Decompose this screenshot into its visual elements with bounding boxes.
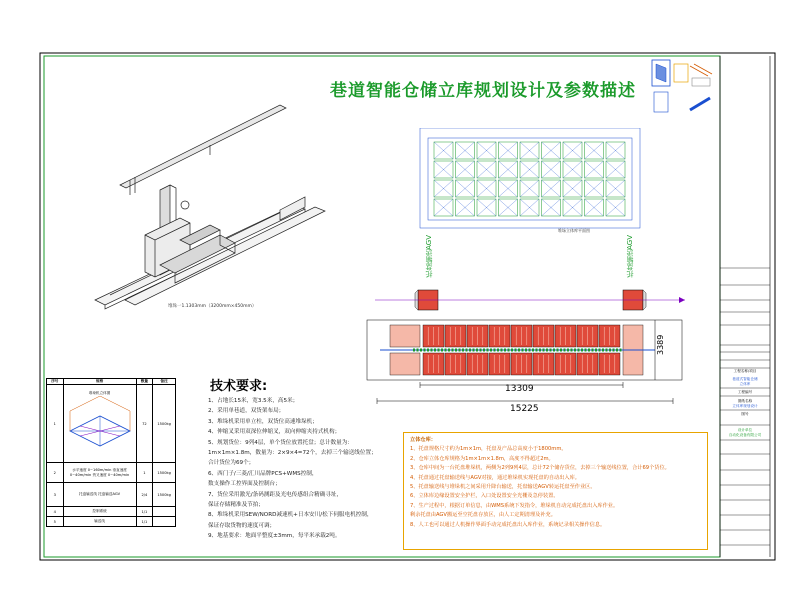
- plan-cell-cross: [477, 180, 496, 197]
- list-item: 剩余托盘由AGV搬运至空托盘存放区，由人工定期清理及补充。: [410, 512, 556, 519]
- list-item: 保证存储精准及节拍；: [208, 502, 264, 509]
- thumbnail-icons: [650, 58, 722, 118]
- small-plan-caption: 堆垛立体库平面图: [558, 228, 590, 233]
- plan-cell-cross: [499, 199, 518, 216]
- row-note: [153, 517, 176, 527]
- row-no: 5: [47, 517, 64, 527]
- plan-cell-cross: [456, 161, 475, 178]
- row-spec: 控制系统: [63, 507, 136, 517]
- main-rack-layout: [355, 285, 700, 415]
- list-item: 1、托盘规格尺寸约为1m×1m，托盘及产品总高度小于1800mm。: [410, 446, 567, 453]
- parts-table-panel: [46, 378, 176, 527]
- dim-inner: 13309: [505, 384, 534, 394]
- plan-cell-cross: [456, 199, 475, 216]
- row-spec: 输送线: [63, 517, 136, 527]
- list-item: 1、占地长15米，宽3.5米，高5米；: [208, 398, 299, 404]
- row-note: 1500kg: [153, 463, 176, 483]
- notes-heading: 立体仓库：: [410, 437, 436, 443]
- list-item: 5、规划货位：9列4层，单个货位放置托盘；总计数量为：: [208, 439, 353, 446]
- dim-total: 15225: [510, 404, 539, 414]
- list-item: 5、托盘输送线与堆垛机之间采用升降台输送，托盘输送AGV转运托盘至作业区。: [410, 484, 596, 491]
- plan-cell-cross: [477, 199, 496, 216]
- stacker-crane-isometric: [90, 95, 340, 320]
- plan-cell-cross: [563, 161, 582, 178]
- table-row: [47, 483, 176, 507]
- list-item: 合计货位为69个；: [208, 460, 255, 467]
- plan-cell-cross: [434, 142, 453, 159]
- row-qty: 1: [136, 463, 153, 483]
- plan-cell-cross: [563, 180, 582, 197]
- row-spec-diagram: [63, 385, 136, 463]
- title-block-cell: 自动化设备有限公司: [728, 433, 762, 437]
- plan-cell-cross: [520, 180, 539, 197]
- rack-row-top: [423, 325, 620, 347]
- plan-cell-cross: [542, 199, 561, 216]
- plan-cell-cross: [456, 142, 475, 159]
- table-row: [47, 517, 176, 527]
- list-item: 9、地基要求：地面平整度±3mm，每平米承载2吨。: [208, 533, 341, 540]
- title-block-cell: 巷道式智能仓储: [732, 377, 758, 381]
- list-item: 6、立体库边缘设置安全护栏，入口处设置安全光栅及急停装置。: [410, 493, 559, 500]
- list-item: 3、仓库中间为一台托盘堆垛机，两侧为2列9列4层，总计72个储存货位，去掉三个输送线位置，合计69个货位。: [410, 465, 670, 472]
- drawing-title: 巷道智能仓储立库规划设计及参数描述: [330, 81, 636, 101]
- table-row: [47, 463, 176, 483]
- plan-cell-cross: [520, 161, 539, 178]
- title-block-cell: 立体库规划设计: [732, 404, 758, 408]
- plan-cell-cross: [563, 199, 582, 216]
- list-item: 7、生产过程中，根据订单信息，由WMS系统下发指令，堆垛机自动完成托盘出入库作业。: [410, 502, 619, 509]
- plan-cell-cross: [542, 142, 561, 159]
- title-block-cell: 图号: [741, 412, 749, 416]
- tech-requirements-list: [208, 396, 393, 542]
- frame-diagram: [65, 396, 135, 456]
- header-qty: 数量: [136, 379, 153, 385]
- row-qty: 2/4: [136, 483, 153, 507]
- rack-row-bottom: [423, 353, 620, 375]
- row-note: 1500kg: [153, 385, 176, 463]
- agv-label-right: 托盘输送AGV: [626, 235, 634, 278]
- row-qty: 72: [136, 385, 153, 463]
- plan-cell-cross: [563, 142, 582, 159]
- list-item: 7、货位采用激光/条码测距及光电传感组合精确寻址，: [208, 491, 343, 498]
- plan-cell-cross: [542, 161, 561, 178]
- header-note: 备注: [153, 379, 176, 385]
- plan-cell-cross: [585, 142, 604, 159]
- table-row: [47, 507, 176, 517]
- plan-cell-cross: [520, 199, 539, 216]
- title-block-cell: 工程编号: [737, 390, 753, 394]
- list-item: 2、仓库立体仓库规格为1m×1m×1.8m，高度不得超过2m。: [410, 455, 554, 462]
- header-no: 序号: [47, 379, 64, 385]
- plan-cell-cross: [434, 161, 453, 178]
- row-qty: 1/1: [136, 507, 153, 517]
- plan-cell-cross: [585, 180, 604, 197]
- plan-cell-cross: [585, 199, 604, 216]
- list-item: 2、采用单巷道，双货架布局；: [208, 408, 285, 415]
- list-item: 1m×1m×1.8m，数量为：2×9×4=72个，去掉三个输送线位置；: [208, 450, 377, 457]
- parts-table: [46, 378, 176, 527]
- dim-height: 3389: [656, 334, 665, 355]
- plan-cell-cross: [606, 180, 625, 197]
- plan-cell-cross: [585, 161, 604, 178]
- plan-cell-cross: [456, 180, 475, 197]
- plan-cell-cross: [499, 180, 518, 197]
- iso-caption: 堆垛一1.1303mm（3200mm×450mm）: [168, 304, 257, 309]
- small-rack-plan: [418, 128, 643, 236]
- plan-cell-cross: [434, 180, 453, 197]
- row-spec: 堆垛机立体图: [88, 390, 111, 395]
- plan-cell-cross: [477, 142, 496, 159]
- list-item: 6、西门子/三菱/汇川品牌PCS+WMS控制，: [208, 470, 318, 477]
- plan-cell-cross: [606, 142, 625, 159]
- list-item: 保证存取货物的速度可调；: [208, 522, 276, 529]
- header-spec: 规格: [63, 379, 136, 385]
- row-no: 4: [47, 507, 64, 517]
- row-note: 1500kg: [153, 483, 176, 507]
- plan-cell-cross: [542, 180, 561, 197]
- row-no: 2: [47, 463, 64, 483]
- plan-cell-cross: [499, 161, 518, 178]
- row-no: 3: [47, 483, 64, 507]
- list-item: 数支操作工控界面及控制台；: [208, 481, 281, 488]
- list-item: 8、人工也可以通过人机操作界面手动完成托盘出入库作业，系统记录相关操作信息。: [410, 521, 606, 528]
- tech-requirements-heading: 技术要求:: [210, 379, 268, 394]
- row-spec: 水平速度 0~160m/min 垂直速度 0~40m/min 货叉速度 0~40m/min: [63, 463, 136, 483]
- plan-cell-cross: [606, 161, 625, 178]
- row-no: 1: [47, 385, 64, 463]
- list-item: 4、托盘通过托盘输送线与AGV对接，通过堆垛机实现托盘的自动出入库。: [410, 474, 580, 481]
- list-item: 8、堆垛机采用SEW/NORD减速机+日本安川/松下伺服电机控制，: [208, 512, 373, 519]
- table-row: [47, 385, 176, 463]
- row-spec: 托盘输送线 托盘输送AGV: [63, 483, 136, 507]
- plan-cell-cross: [606, 199, 625, 216]
- plan-cell-cross: [499, 142, 518, 159]
- list-item: 4、伸缩叉采用双深位伸缩叉，双向伸缩夹持式机构；: [208, 429, 341, 436]
- title-block-cell: 图纸名称: [737, 399, 753, 403]
- agv-label-left: 托盘输送AGV: [425, 235, 433, 278]
- plan-cell-cross: [434, 199, 453, 216]
- plan-cell-cross: [520, 142, 539, 159]
- title-block-cell: 设计单位: [737, 428, 753, 432]
- title-block-cell: 立体库: [739, 382, 751, 386]
- notes-box: [403, 432, 708, 550]
- list-item: 3、堆垛机采用单立柱，双货位高速堆垛机；: [208, 418, 318, 425]
- title-block-cell: 工程名称/项目: [733, 369, 757, 373]
- row-qty: 1/1: [136, 517, 153, 527]
- row-note: [153, 507, 176, 517]
- title-block: [722, 0, 768, 600]
- plan-cell-cross: [477, 161, 496, 178]
